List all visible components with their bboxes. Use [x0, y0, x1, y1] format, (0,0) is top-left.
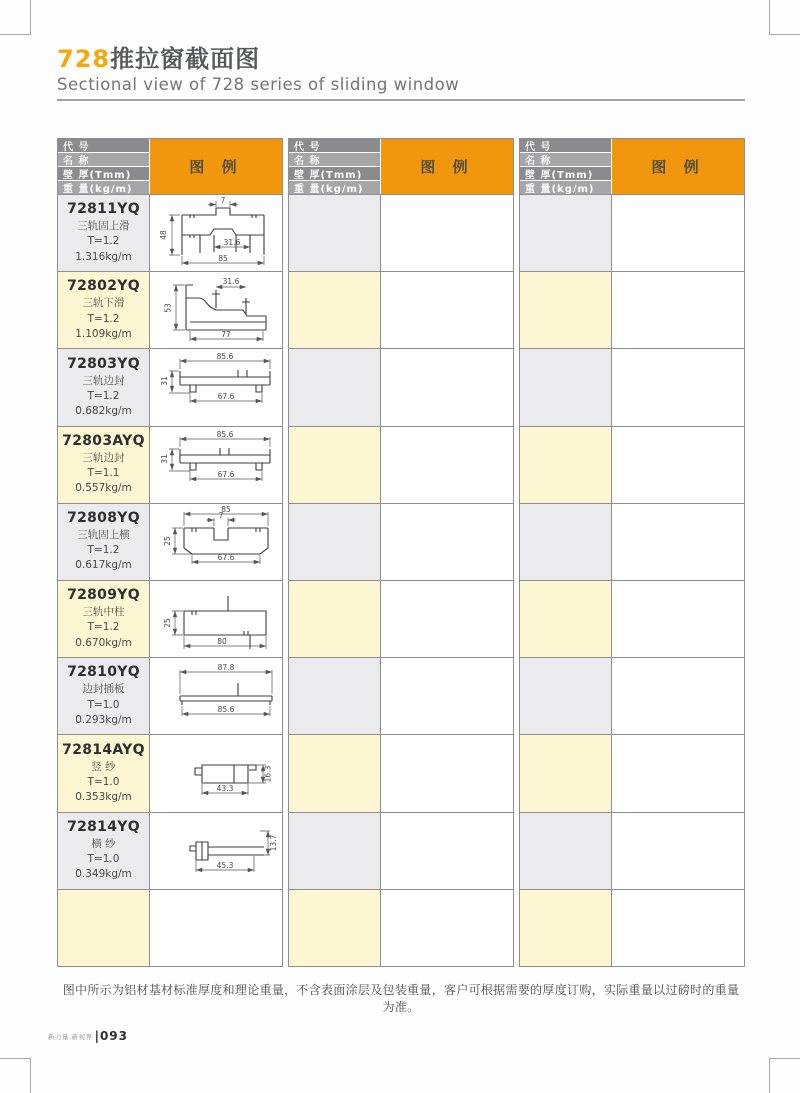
header-name: 名 称: [520, 153, 611, 166]
crop-mark-bottom-right: [769, 1058, 800, 1093]
table-row-label-empty: [520, 272, 611, 348]
profile-weight: 0.349kg/m: [75, 868, 132, 881]
profile-diagram-72810yq: [150, 658, 282, 734]
table-row-diagram-empty: [381, 349, 513, 425]
table-row-label-empty: [289, 195, 380, 271]
header-name: 名 称: [58, 153, 149, 166]
profile-name: 竖 纱: [91, 760, 116, 773]
table-row-label: [58, 658, 149, 734]
dimension-label: 80: [217, 637, 227, 647]
table-row-diagram-empty: [612, 427, 744, 503]
header-weight: 重 量(kg/m): [58, 181, 149, 194]
profile-name: 边封插板: [82, 683, 125, 696]
table-row-diagram-empty: [381, 735, 513, 811]
table-row-label-empty: [289, 735, 380, 811]
table-row-label-empty: [520, 504, 611, 580]
profile-name: 横 纱: [91, 837, 116, 850]
page-footer: [48, 1029, 128, 1043]
profile-weight: 0.670kg/m: [75, 636, 132, 649]
dimension-label: 87.8: [217, 663, 235, 673]
table-row-diagram: [150, 504, 282, 580]
table-row-diagram-empty: [612, 195, 744, 271]
profile-thickness: T=1.1: [87, 467, 120, 480]
crop-mark-top-right: [769, 0, 800, 35]
profile-thickness: T=1.2: [87, 621, 120, 634]
profile-thickness: T=1.0: [87, 775, 120, 788]
table-row-diagram-empty: [381, 504, 513, 580]
profile-name: 三轨下滑: [82, 297, 125, 310]
table-row-label-empty: [289, 658, 380, 734]
profile-diagram-72803ayq: [150, 427, 282, 503]
profile-diagram-72808yq: [150, 504, 282, 580]
table-row-diagram: [150, 658, 282, 734]
dimension-label: 85.6: [217, 705, 235, 715]
table-row-label-empty: [289, 272, 380, 348]
profile-code: 72803YQ: [67, 355, 140, 372]
profile-thickness: T=1.0: [87, 698, 120, 711]
dimension-label: 48: [159, 230, 168, 240]
table-row-label-empty: [520, 658, 611, 734]
dimension-label: 67.6: [217, 392, 235, 402]
profile-code: 72814AYQ: [62, 741, 145, 758]
header-legend: 图 例: [381, 139, 513, 194]
profile-name: 三轨边封: [82, 374, 125, 387]
profile-code: 72809YQ: [67, 587, 140, 604]
table-row-label-empty: [289, 890, 380, 966]
table-row-label: [58, 581, 149, 657]
table-row-diagram-empty: [612, 349, 744, 425]
table-row-diagram: [150, 349, 282, 425]
table-row-label: [58, 813, 149, 889]
table-row-diagram-empty: [612, 813, 744, 889]
dimension-label: 77: [221, 330, 231, 340]
dimension-label: 13.7: [269, 834, 278, 851]
table-row-label-empty: [520, 349, 611, 425]
dimension-label: 67.6: [217, 469, 235, 479]
profile-code: 72811YQ: [67, 201, 140, 218]
profile-diagram-72814yq: [150, 813, 282, 889]
profile-diagram-72802yq: [150, 272, 282, 348]
table-row-label-empty: [289, 581, 380, 657]
table-row-diagram-empty: [381, 581, 513, 657]
dimension-label: 85.6: [216, 429, 234, 439]
page-header: [57, 46, 745, 94]
group-header: [57, 138, 283, 194]
table-row-diagram-empty: [612, 735, 744, 811]
table-row-diagram-empty: [150, 890, 282, 966]
table-row-diagram: [150, 813, 282, 889]
table-row-diagram: [150, 195, 282, 271]
profile-name: 三轨固上滑: [77, 220, 130, 233]
table-row-diagram-empty: [381, 272, 513, 348]
profile-diagram-72803yq: [150, 349, 282, 425]
table-row-label-empty: [289, 504, 380, 580]
group-body: [288, 194, 514, 967]
footer-note: 图中所示为铝材基材标准厚度和理论重量，不含表面涂层及包装重量，客户可根据需要的厚度订购，实际重量以过磅时的重量为准。: [62, 983, 740, 1014]
table-row-diagram: [150, 581, 282, 657]
profile-code: 72814YQ: [67, 818, 140, 835]
table-row-diagram-empty: [381, 427, 513, 503]
table-row-diagram: [150, 735, 282, 811]
header-code: 代 号: [58, 139, 149, 152]
dimension-label: 85.6: [216, 352, 234, 362]
dimension-label: 85: [218, 254, 228, 264]
dimension-label: 67.6: [217, 552, 235, 562]
profile-name: 三轨中柱: [82, 606, 125, 619]
group-header: [288, 138, 514, 194]
profile-weight: 0.353kg/m: [75, 791, 132, 804]
table-row-diagram-empty: [381, 658, 513, 734]
profile-weight: 0.293kg/m: [75, 713, 132, 726]
table-row-diagram-empty: [612, 272, 744, 348]
table-row-label-empty: [520, 427, 611, 503]
profile-weight: 1.109kg/m: [75, 327, 132, 340]
table-row-label-empty: [520, 195, 611, 271]
dimension-label: 31.6: [222, 277, 240, 287]
header-thickness: 壁 厚(Tmm): [289, 167, 380, 180]
group-body: [519, 194, 745, 967]
profile-thickness: T=1.0: [87, 852, 120, 865]
dimension-label: 16.3: [263, 766, 273, 783]
profile-name: 三轨边封: [82, 451, 125, 464]
series-number: 728: [57, 45, 111, 73]
table-row-diagram-empty: [381, 890, 513, 966]
table-row-label: [58, 504, 149, 580]
header-name: 名 称: [289, 153, 380, 166]
dimension-label: 31: [160, 376, 169, 387]
footer-brand: 新力量.新视界: [48, 1032, 93, 1041]
profile-weight: 0.557kg/m: [75, 482, 132, 495]
table-row-label-empty: [520, 581, 611, 657]
dimension-label: 43.3: [216, 784, 234, 794]
crop-mark-top-left: [0, 0, 31, 35]
header-divider: [57, 99, 745, 101]
table-row-diagram-empty: [381, 195, 513, 271]
table-row-diagram-empty: [612, 658, 744, 734]
table-row-label-empty: [520, 735, 611, 811]
profile-thickness: T=1.2: [87, 544, 120, 557]
table-row-diagram-empty: [612, 581, 744, 657]
table-row-diagram-empty: [381, 813, 513, 889]
header-thickness: 壁 厚(Tmm): [520, 167, 611, 180]
dimension-label: 31: [160, 453, 169, 464]
dimension-label: 25: [163, 618, 172, 628]
group-header: [519, 138, 745, 194]
header-thickness: 壁 厚(Tmm): [58, 167, 149, 180]
dimension-label: 25: [163, 536, 172, 546]
header-legend: 图 例: [612, 139, 744, 194]
dimension-label: 85: [221, 504, 231, 514]
page-subtitle: Sectional view of 728 series of sliding window: [57, 74, 460, 94]
header-weight: 重 量(kg/m): [520, 181, 611, 194]
profile-weight: 0.682kg/m: [75, 405, 132, 418]
dimension-label: 53: [163, 303, 173, 314]
profile-weight: 1.316kg/m: [75, 250, 132, 263]
table-row-label: [58, 427, 149, 503]
table-group-2: [288, 138, 514, 967]
profile-code: 72803AYQ: [62, 432, 145, 449]
table-row-diagram-empty: [612, 890, 744, 966]
table-row-label: [58, 735, 149, 811]
dimension-label: 7: [220, 196, 226, 206]
table-row-diagram: [150, 272, 282, 348]
header-code: 代 号: [520, 139, 611, 152]
table-row-label: [58, 195, 149, 271]
table-row-label-empty: [289, 427, 380, 503]
page-number: |093: [94, 1029, 129, 1043]
profile-code: 72808YQ: [67, 510, 140, 527]
profile-name: 三轨固上横: [77, 529, 130, 542]
header-legend: 图 例: [150, 139, 282, 194]
table-group-1: [57, 138, 283, 967]
profile-thickness: T=1.2: [87, 312, 120, 325]
table-row-diagram-empty: [612, 504, 744, 580]
dimension-label: 31.6: [223, 238, 241, 248]
table-row-label-empty: [520, 813, 611, 889]
title-chinese: 推拉窗截面图: [110, 45, 261, 73]
table-group-3: [519, 138, 745, 967]
dimension-label: 7: [218, 510, 224, 520]
table-row-label-empty: [520, 890, 611, 966]
page-title: [57, 46, 745, 74]
profile-code: 72802YQ: [67, 278, 140, 295]
header-weight: 重 量(kg/m): [289, 181, 380, 194]
table-row-label: [58, 272, 149, 348]
header-code: 代 号: [289, 139, 380, 152]
profile-thickness: T=1.2: [87, 389, 120, 402]
profile-thickness: T=1.2: [87, 235, 120, 248]
table-row-diagram: [150, 427, 282, 503]
group-body: [57, 194, 283, 967]
profile-code: 72810YQ: [67, 664, 140, 681]
table-row-label-empty: [58, 890, 149, 966]
crop-mark-bottom-left: [0, 1058, 31, 1093]
table-row-label-empty: [289, 813, 380, 889]
profile-diagram-72811yq: [150, 195, 282, 271]
table-row-label-empty: [289, 349, 380, 425]
profile-weight: 0.617kg/m: [75, 559, 132, 572]
profile-diagram-72814ayq: [150, 735, 282, 811]
table-row-label: [58, 349, 149, 425]
dimension-label: 45.3: [216, 860, 234, 870]
profile-diagram-72809yq: [150, 581, 282, 657]
